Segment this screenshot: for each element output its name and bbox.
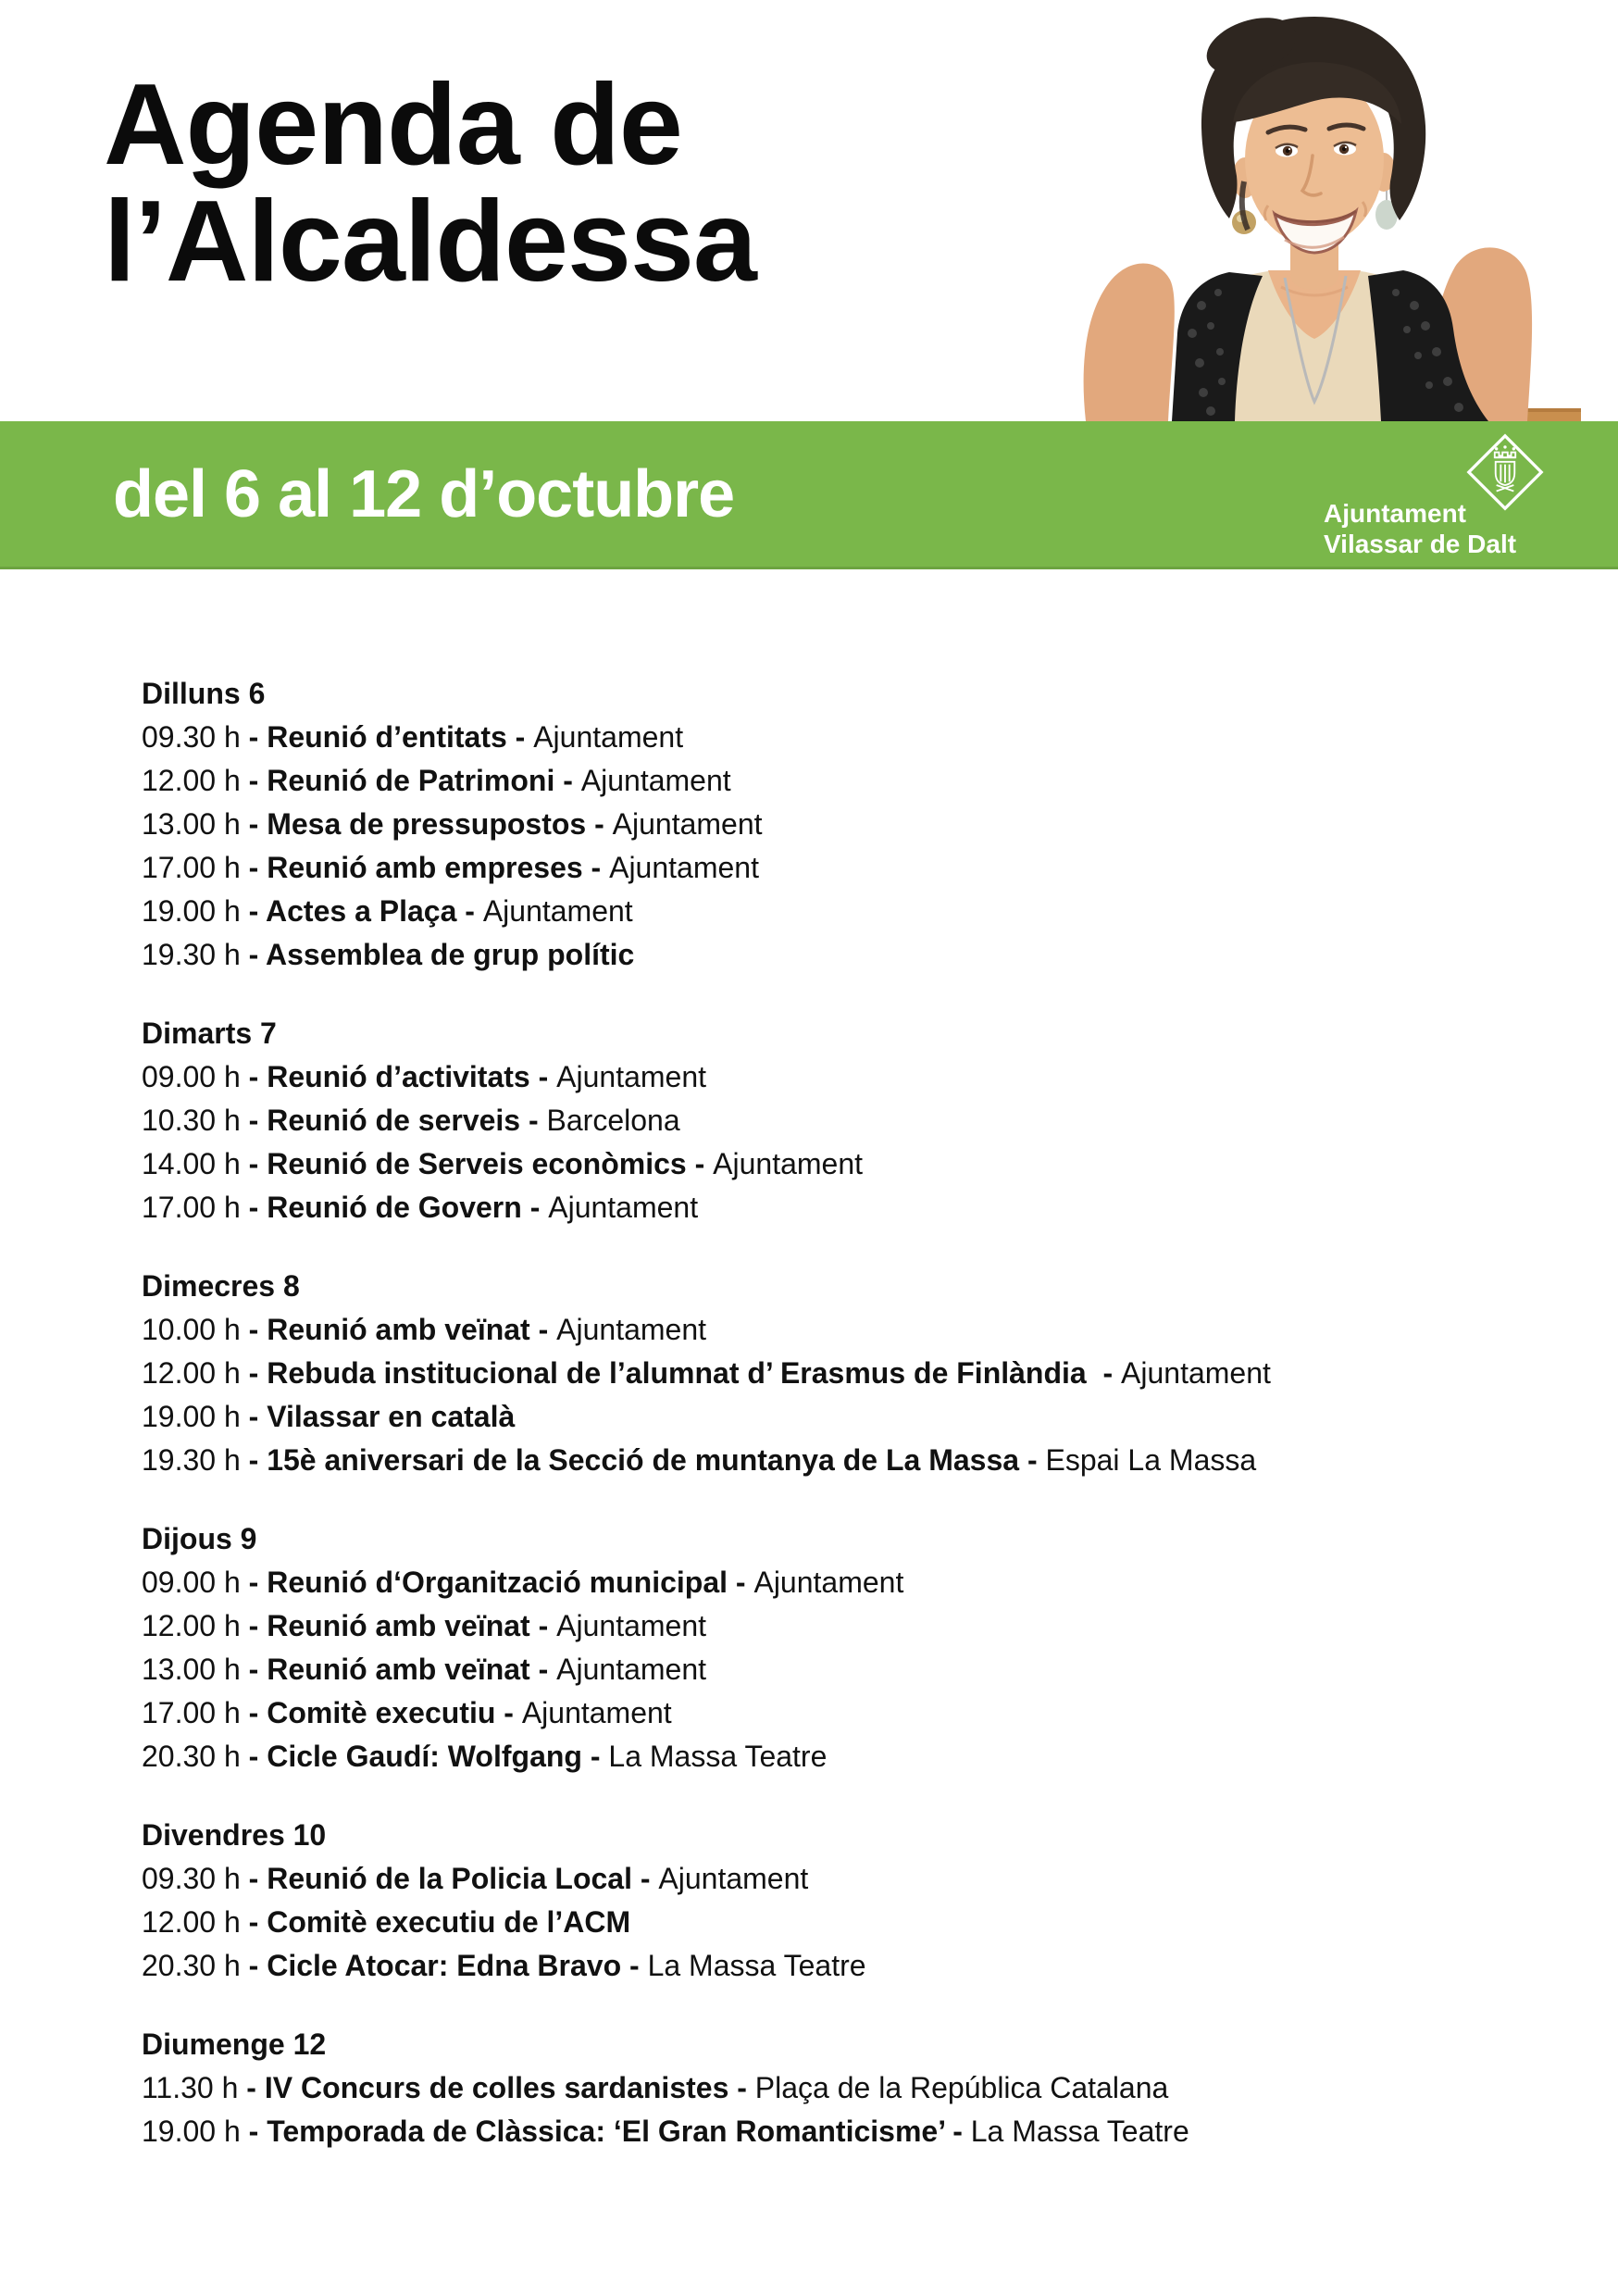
day-section: [142, 1012, 1512, 1229]
event-line: [142, 1561, 1512, 1604]
event-title: Reunió de la Policia Local: [267, 1862, 632, 1895]
event-line: [142, 1142, 1512, 1186]
event-dash-1: -: [240, 1609, 268, 1642]
day-events: [142, 1857, 1512, 1988]
event-line: [142, 1352, 1512, 1395]
event-time: 09.30 h: [142, 720, 241, 754]
event-line: [142, 1857, 1512, 1901]
event-title: Actes a Plaça: [266, 894, 457, 928]
event-time: 11.30 h: [142, 2071, 239, 2104]
event-line: [142, 933, 1512, 977]
page-title-line-1: Agenda de: [104, 61, 682, 189]
date-range: del 6 al 12 d’octubre: [113, 456, 735, 531]
event-line: [142, 1735, 1512, 1778]
event-time: 20.30 h: [142, 1949, 241, 1982]
event-line: [142, 716, 1512, 759]
event-title: 15è aniversari de la Secció de muntanya de La Massa: [267, 1443, 1020, 1477]
page-title-line-2: l’Alcaldessa: [104, 178, 756, 306]
event-title: Vilassar en català: [267, 1400, 516, 1433]
event-dash-2: -: [521, 1191, 549, 1224]
event-title: Reunió de Govern: [267, 1191, 522, 1224]
town-hall-logo: [1324, 430, 1544, 560]
event-dash-1: -: [240, 1905, 268, 1939]
event-title: Reunió d’activitats: [267, 1060, 530, 1093]
mayor-photo: [1063, 0, 1618, 421]
event-dash-2: -: [506, 720, 534, 754]
event-title: IV Concurs de colles sardanistes: [264, 2071, 729, 2104]
day-section: [142, 1814, 1512, 1988]
event-time: 10.00 h: [142, 1313, 241, 1346]
event-line: [142, 2110, 1512, 2153]
event-title: Comitè executiu: [267, 1696, 496, 1729]
event-line: [142, 1308, 1512, 1352]
event-dash-2: -: [944, 2115, 971, 2148]
day-heading: Dijous 9: [142, 1522, 257, 1555]
event-dash-2: -: [529, 1653, 557, 1686]
event-dash-1: -: [240, 1862, 268, 1895]
day-section: [142, 1517, 1512, 1778]
event-title: Reunió d’entitats: [267, 720, 507, 754]
event-line: [142, 1648, 1512, 1691]
event-dash-1: -: [240, 1400, 268, 1433]
event-time: 09.00 h: [142, 1566, 241, 1599]
event-dash-2: -: [1094, 1356, 1122, 1390]
event-title: Reunió amb veïnat: [267, 1313, 530, 1346]
event-title: Comitè executiu de l’ACM: [267, 1905, 631, 1939]
event-line: [142, 1604, 1512, 1648]
event-line: [142, 1099, 1512, 1142]
event-dash-1: -: [240, 1696, 268, 1729]
event-location: Ajuntament: [713, 1147, 864, 1180]
event-location: La Massa Teatre: [647, 1949, 866, 1982]
event-location: Ajuntament: [753, 1566, 904, 1599]
event-dash-1: -: [240, 894, 267, 928]
event-dash-1: -: [240, 851, 268, 884]
event-dash-1: -: [240, 1653, 268, 1686]
event-dash-2: -: [582, 851, 610, 884]
event-dash-1: -: [240, 1566, 268, 1599]
event-location: La Massa Teatre: [970, 2115, 1189, 2148]
logo-line-municipality: Vilassar de Dalt: [1324, 530, 1517, 558]
event-time: 19.30 h: [142, 938, 241, 971]
day-events: [142, 716, 1512, 977]
event-dash-2: -: [529, 1060, 557, 1093]
day-section: [142, 2023, 1512, 2153]
event-dash-2: -: [586, 807, 613, 841]
event-dash-1: -: [240, 1949, 268, 1982]
event-time: 10.30 h: [142, 1104, 241, 1137]
event-dash-2: -: [581, 1740, 609, 1773]
event-dash-1: -: [240, 1313, 268, 1346]
event-line: [142, 2066, 1512, 2110]
event-dash-1: -: [240, 2115, 268, 2148]
event-dash-2: -: [520, 1104, 547, 1137]
event-time: 17.00 h: [142, 851, 241, 884]
event-dash-1: -: [240, 720, 268, 754]
page-title: [104, 61, 756, 306]
event-title: Reunió de serveis: [267, 1104, 521, 1137]
event-location: Ajuntament: [521, 1696, 672, 1729]
event-title: Reunió amb veïnat: [267, 1609, 530, 1642]
day-events: [142, 1561, 1512, 1778]
event-dash-2: -: [631, 1862, 659, 1895]
day-heading: Diumenge 12: [142, 2028, 327, 2061]
event-location: Ajuntament: [1121, 1356, 1271, 1390]
event-location: Ajuntament: [580, 764, 731, 797]
event-time: 19.00 h: [142, 2115, 241, 2148]
event-title: Mesa de pressupostos: [267, 807, 587, 841]
day-heading: Dilluns 6: [142, 677, 266, 710]
event-dash-1: -: [240, 1740, 268, 1773]
event-location: Ajuntament: [556, 1609, 707, 1642]
event-dash-1: -: [240, 1060, 268, 1093]
town-hall-logo-text: [1324, 498, 1516, 559]
event-dash-1: -: [240, 1356, 268, 1390]
schedule: [142, 672, 1512, 2153]
day-events: [142, 1055, 1512, 1229]
date-banner: [0, 421, 1618, 569]
event-time: 12.00 h: [142, 1905, 241, 1939]
day-heading: Dimarts 7: [142, 1017, 277, 1050]
event-line: [142, 846, 1512, 890]
event-title: Reunió d‘Organització municipal: [267, 1566, 728, 1599]
event-dash-1: -: [240, 1104, 268, 1137]
event-location: Ajuntament: [556, 1653, 707, 1686]
event-dash-2: -: [728, 2071, 755, 2104]
event-dash-1: -: [240, 764, 268, 797]
event-title: Cicle Atocar: Edna Bravo: [267, 1949, 622, 1982]
event-location: La Massa Teatre: [608, 1740, 828, 1773]
event-line: [142, 803, 1512, 846]
event-time: 19.00 h: [142, 894, 241, 928]
day-section: [142, 672, 1512, 977]
event-dash-2: -: [728, 1566, 754, 1599]
event-line: [142, 1901, 1512, 1944]
event-line: [142, 1186, 1512, 1229]
event-title: Rebuda institucional de l’alumnat d’ Erasmus de Finlàndia: [267, 1356, 1095, 1390]
event-time: 14.00 h: [142, 1147, 241, 1180]
mayor-portrait-illustration: [1063, 0, 1618, 421]
event-title: Reunió amb empreses: [267, 851, 583, 884]
event-dash-2: -: [495, 1696, 522, 1729]
event-location: Ajuntament: [612, 807, 763, 841]
event-location: Ajuntament: [482, 894, 633, 928]
event-time: 12.00 h: [142, 764, 241, 797]
event-title: Temporada de Clàssica: ‘El Gran Romanticisme’: [267, 2115, 945, 2148]
event-line: [142, 1055, 1512, 1099]
event-location: Ajuntament: [556, 1060, 707, 1093]
event-time: 13.00 h: [142, 807, 241, 841]
event-dash-2: -: [1019, 1443, 1046, 1477]
event-line: [142, 890, 1512, 933]
event-line: [142, 1395, 1512, 1439]
event-title: Cicle Gaudí: Wolfgang: [267, 1740, 582, 1773]
event-location: Ajuntament: [609, 851, 759, 884]
day-section: [142, 1265, 1512, 1482]
event-time: 19.30 h: [142, 1443, 241, 1477]
event-time: 19.00 h: [142, 1400, 241, 1433]
event-time: 12.00 h: [142, 1356, 241, 1390]
event-time: 09.00 h: [142, 1060, 241, 1093]
event-location: Ajuntament: [658, 1862, 809, 1895]
event-line: [142, 759, 1512, 803]
event-dash-1: -: [238, 2071, 265, 2104]
event-dash-1: -: [240, 938, 267, 971]
event-time: 12.00 h: [142, 1609, 241, 1642]
event-location: Ajuntament: [548, 1191, 699, 1224]
event-dash-1: -: [240, 1191, 268, 1224]
event-time: 09.30 h: [142, 1862, 241, 1895]
event-dash-2: -: [621, 1949, 648, 1982]
event-dash-2: -: [529, 1313, 557, 1346]
event-location: Ajuntament: [556, 1313, 707, 1346]
event-location: Plaça de la República Catalana: [754, 2071, 1169, 2104]
day-events: [142, 2066, 1512, 2153]
event-dash-1: -: [240, 807, 268, 841]
event-line: [142, 1439, 1512, 1482]
event-dash-1: -: [240, 1443, 268, 1477]
logo-line-ajuntament: Ajuntament: [1324, 499, 1466, 528]
event-location: Ajuntament: [533, 720, 684, 754]
event-dash-1: -: [240, 1147, 268, 1180]
event-line: [142, 1944, 1512, 1988]
event-line: [142, 1691, 1512, 1735]
event-time: 13.00 h: [142, 1653, 241, 1686]
event-time: 20.30 h: [142, 1740, 241, 1773]
event-title: Reunió de Serveis econòmics: [267, 1147, 687, 1180]
event-time: 17.00 h: [142, 1696, 241, 1729]
event-location: Espai La Massa: [1045, 1443, 1257, 1477]
event-dash-2: -: [456, 894, 483, 928]
day-events: [142, 1308, 1512, 1482]
event-dash-2: -: [529, 1609, 557, 1642]
event-time: 17.00 h: [142, 1191, 241, 1224]
day-heading: Divendres 10: [142, 1818, 327, 1852]
event-location: Barcelona: [546, 1104, 680, 1137]
event-dash-2: -: [554, 764, 581, 797]
event-title: Assemblea de grup polític: [266, 938, 635, 971]
event-title: Reunió amb veïnat: [267, 1653, 530, 1686]
event-title: Reunió de Patrimoni: [267, 764, 555, 797]
day-heading: Dimecres 8: [142, 1269, 300, 1303]
event-dash-2: -: [686, 1147, 714, 1180]
